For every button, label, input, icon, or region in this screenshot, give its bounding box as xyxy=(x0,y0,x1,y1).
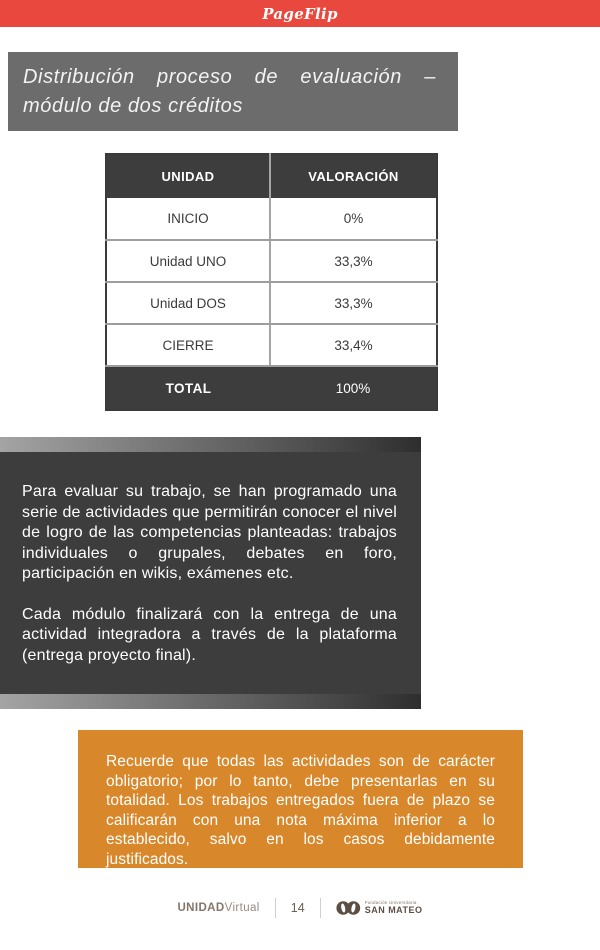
logo-small-text: Fundación Universitaria xyxy=(364,899,417,905)
san-mateo-logo-text xyxy=(365,901,423,915)
pageflip-viewer-bar xyxy=(0,0,600,27)
cell-valoracion: 33,3% xyxy=(270,240,437,282)
san-mateo-rings-icon xyxy=(336,898,361,918)
table-row xyxy=(106,282,437,324)
page-number: 14 xyxy=(290,901,305,915)
san-mateo-logo-group xyxy=(336,898,423,918)
table-total-row xyxy=(106,366,437,410)
evaluation-info-box xyxy=(0,452,421,694)
page-title: Distribución proceso de evaluación – módulo de dos créditos xyxy=(23,65,436,117)
cell-unidad: Unidad DOS xyxy=(106,282,270,324)
cell-unidad: Unidad UNO xyxy=(106,240,270,282)
table-row xyxy=(106,198,437,240)
mandatory-activities-notice xyxy=(78,730,523,868)
cell-valoracion: 0% xyxy=(270,198,437,240)
total-value: 100% xyxy=(270,366,437,410)
brand-bold: UNIDAD xyxy=(177,902,225,914)
column-header-valoracion: VALORACIÓN xyxy=(270,154,437,198)
evaluation-table xyxy=(105,153,438,411)
pageflip-title: PageFlip xyxy=(262,4,338,23)
notice-text: Recuerde que todas las actividades son de carácter obligatorio; por lo tanto, debe presentarlas en su totalidad. Los trabajos entregados fuera de plazo se calificarán con una nota máxima inferior a lo establecido, salvo en los casos debidamente justificados. xyxy=(106,753,495,868)
table-header-row xyxy=(106,154,437,198)
table-row xyxy=(106,240,437,282)
cell-valoracion: 33,4% xyxy=(270,324,437,366)
table-row xyxy=(106,324,437,366)
total-label: TOTAL xyxy=(106,366,270,410)
unidad-virtual-brand xyxy=(177,902,259,914)
info-paragraph-1: Para evaluar su trabajo, se han programado una serie de actividades que permitirán conocer el nivel de logro de las competencias planteadas: trabajos individuales o grupales, debates en foro, participación en wikis, exámenes etc. xyxy=(22,483,397,582)
footer-divider xyxy=(275,898,276,918)
column-header-unidad: UNIDAD xyxy=(106,154,270,198)
info-box-gradient-top xyxy=(0,437,421,452)
footer-divider xyxy=(320,898,321,918)
cell-unidad: INICIO xyxy=(106,198,270,240)
logo-main-text: SAN MATEO xyxy=(364,904,423,915)
page-title-banner xyxy=(8,52,458,131)
cell-valoracion: 33,3% xyxy=(270,282,437,324)
page-footer xyxy=(0,893,600,923)
brand-light: Virtual xyxy=(224,902,260,914)
info-box-gradient-bottom xyxy=(0,694,421,709)
info-paragraph-2: Cada módulo finalizará con la entrega de una actividad integradora a través de la plataforma (entrega proyecto final). xyxy=(22,605,397,664)
cell-unidad: CIERRE xyxy=(106,324,270,366)
